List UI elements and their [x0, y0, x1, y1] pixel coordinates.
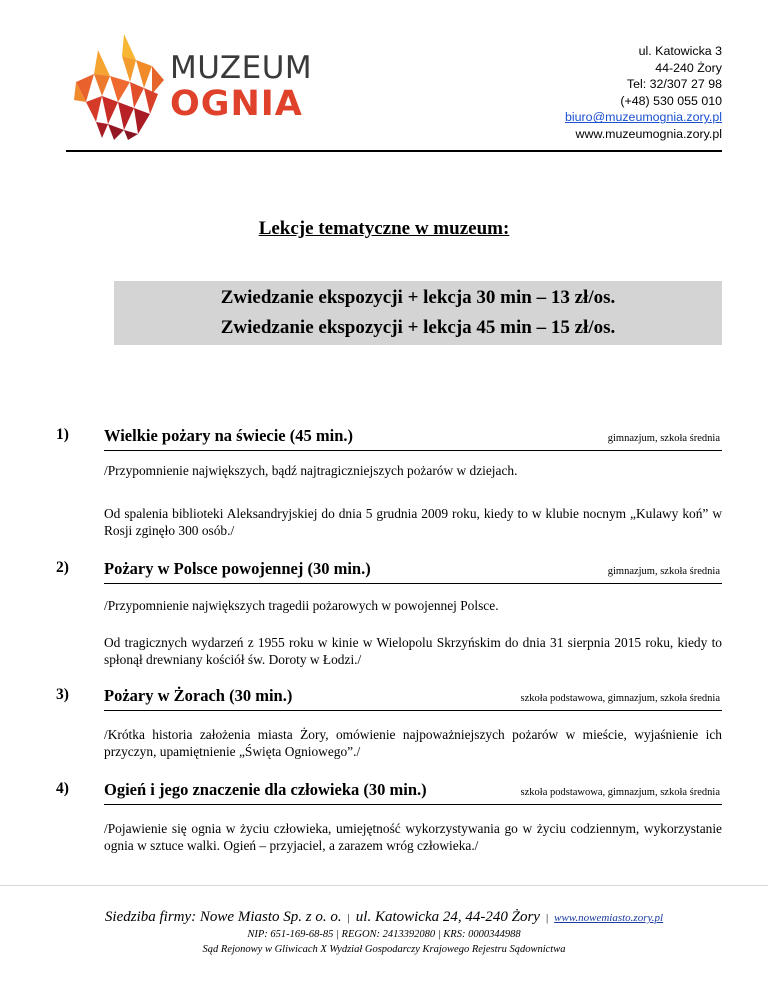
lesson-1-number: 1): [56, 426, 69, 443]
price-45min: Zwiedzanie ekspozycji + lekcja 45 min – 15 zł/os.: [220, 317, 616, 338]
lesson-1-level: gimnazjum, szkoła średnia: [607, 433, 720, 444]
lesson-4-title: Ogień i jego znaczenie dla człowieka (30 min.): [104, 780, 427, 799]
address-city: 44-240 Żory: [655, 60, 722, 75]
lesson-2-title: Pożary w Polsce powojennej (30 min.): [104, 559, 371, 578]
lesson-4-text-1: /Pojawienie się ognia w życiu człowieka, umiejętność wykorzystywania go w życiu codziennym, wykorzystanie ognia w sztuce walki. Ogień – przyjaciel, a zarazem wróg człowieka./: [104, 821, 722, 853]
museum-logo: [72, 30, 332, 142]
lesson-4-divider: [104, 804, 722, 805]
footer-divider: [0, 885, 768, 886]
website-text: www.muzeumognia.zory.pl: [575, 126, 722, 141]
lesson-3-number: 3): [56, 686, 69, 703]
price-30min: Zwiedzanie ekspozycji + lekcja 30 min – 13 zł/os.: [220, 287, 616, 308]
footer-website-link[interactable]: www.nowemiasto.zory.pl: [554, 912, 664, 924]
logo-text-muzeum: MUZEUM: [170, 50, 313, 86]
lesson-2-divider: [104, 583, 722, 584]
lesson-1-divider: [104, 450, 722, 451]
footer-separator: |: [347, 912, 350, 924]
lesson-2-text-1: /Przypomnienie największych tragedii pożarowych w powojennej Polsce.: [104, 598, 499, 613]
email-link[interactable]: biuro@muzeumognia.zory.pl: [565, 110, 722, 125]
footer-separator-2: |: [545, 912, 549, 924]
lesson-3-level: szkoła podstawowa, gimnazjum, szkoła średnia: [520, 693, 720, 704]
lesson-4-number: 4): [56, 780, 69, 797]
page-title: Lekcje tematyczne w muzeum:: [258, 218, 510, 239]
lesson-3-divider: [104, 710, 722, 711]
footer-company: [0, 909, 768, 926]
lesson-4-level: szkoła podstawowa, gimnazjum, szkoła średnia: [520, 787, 720, 798]
contact-address: [565, 43, 722, 143]
address-mobile: (+48) 530 055 010: [620, 93, 722, 108]
lesson-3-text-1: /Krótka historia założenia miasta Żory, omówienie najpoważniejszych pożarów w mieście, wyjaśnienie ich przyczyn, upamiętnienie „Święta Ogniowego”./: [104, 727, 722, 759]
footer-company-name: Siedziba firmy: Nowe Miasto Sp. z o. o.: [104, 909, 342, 925]
lesson-1-title: Wielkie pożary na świecie (45 min.): [104, 426, 353, 445]
footer-court: Sąd Rejonowy w Gliwicach X Wydział Gospodarczy Krajowego Rejestru Sądownictwa: [202, 944, 566, 955]
footer-company-address: ul. Katowicka 24, 44-240 Żory: [355, 909, 540, 925]
lesson-2-level: gimnazjum, szkoła średnia: [607, 566, 720, 577]
lesson-1-text-1: /Przypomnienie największych, bądź najtragiczniejszych pożarów w dziejach.: [104, 463, 518, 478]
lesson-1-text-2: Od spalenia biblioteki Aleksandryjskiej do dnia 5 grudnia 2009 roku, kiedy to w klubie nocnym „Kulawy koń” w Rosji zginęło 300 osób./: [104, 506, 722, 538]
header-divider: [66, 150, 722, 152]
address-street: ul. Katowicka 3: [638, 44, 722, 58]
lesson-3-title: Pożary w Żorach (30 min.): [104, 686, 293, 705]
lesson-2-number: 2): [56, 559, 69, 576]
price-box: [114, 281, 722, 345]
address-phone: Tel: 32/307 27 98: [626, 77, 722, 92]
lesson-2-text-2: Od tragicznych wydarzeń z 1955 roku w kinie w Wielopolu Skrzyńskim do dnia 31 sierpnia 2015 roku, kiedy to spłonął drewniany kościół św. Doroty w Łodzi./: [104, 635, 722, 667]
flame-icon: [72, 30, 172, 142]
logo-text-ognia: OGNIA: [170, 84, 303, 124]
footer-registration: NIP: 651-169-68-85 | REGON: 2413392080 | KRS: 0000344988: [247, 929, 521, 940]
